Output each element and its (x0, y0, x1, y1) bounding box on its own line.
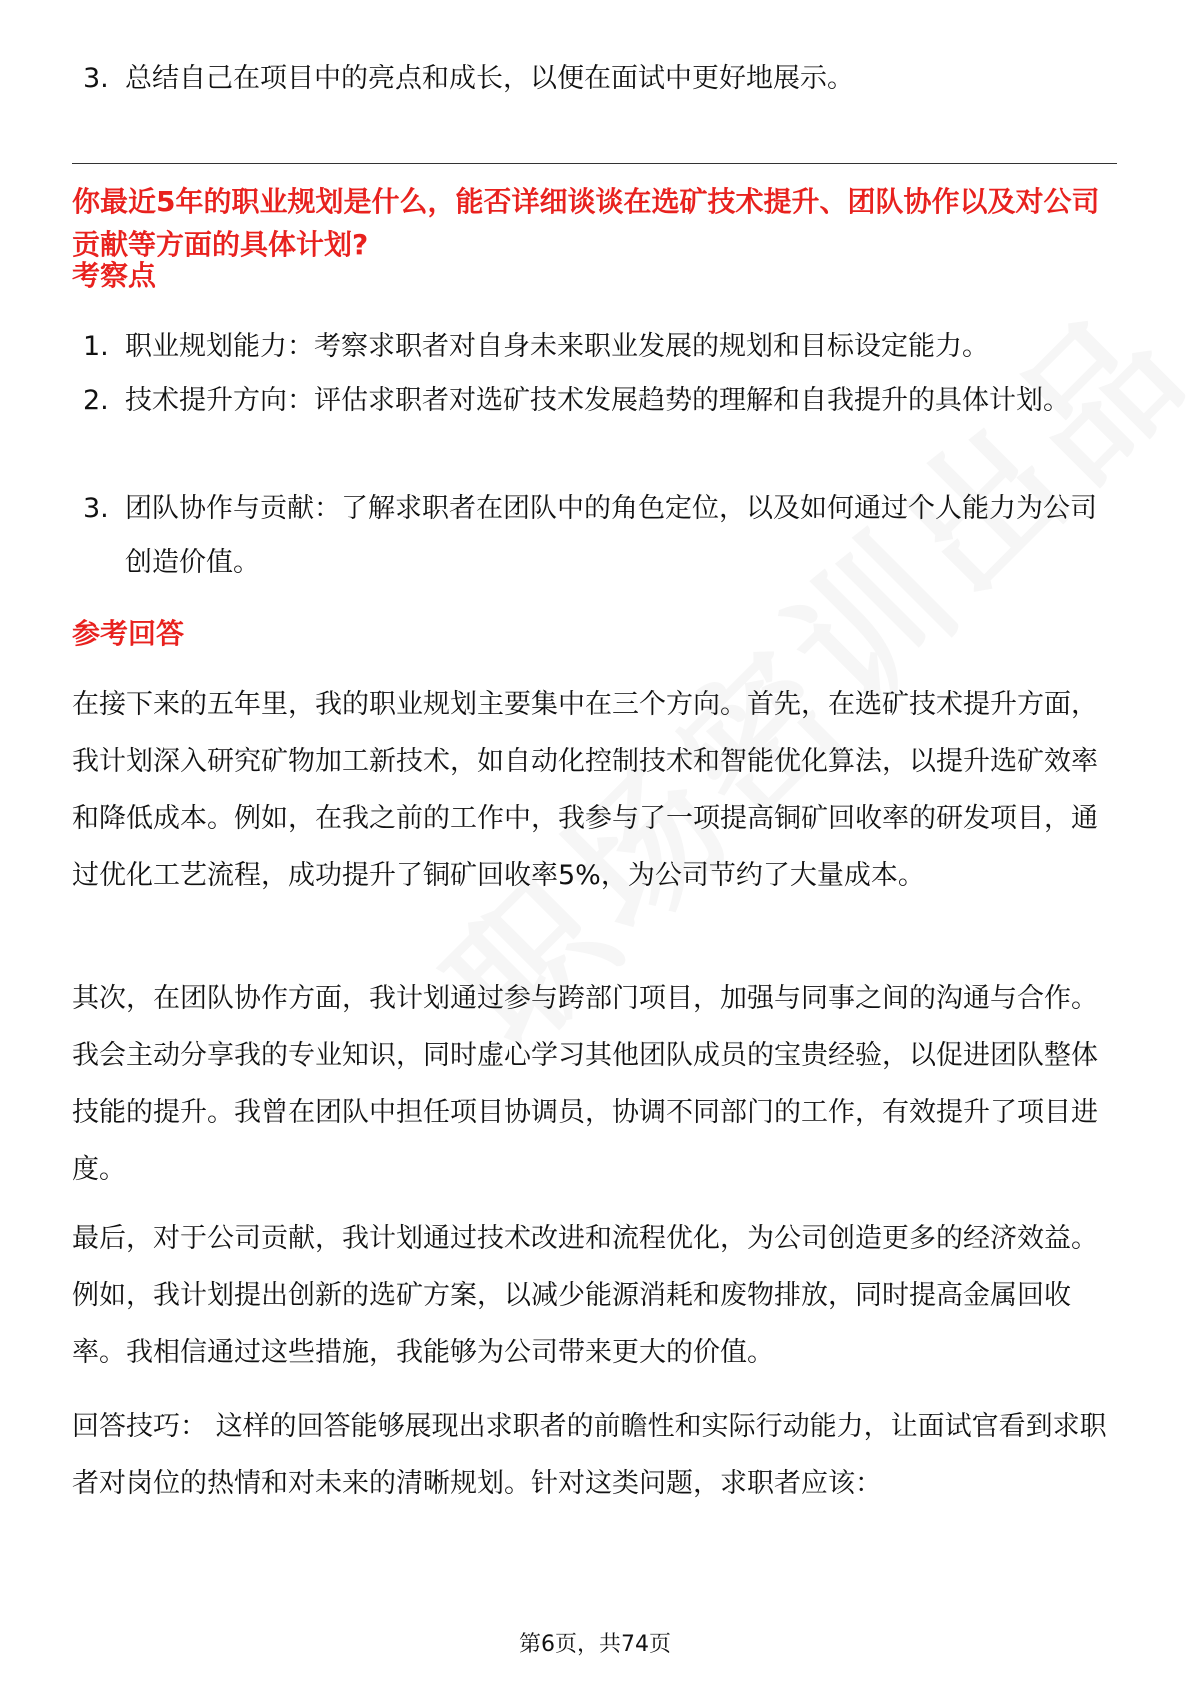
answer-paragraph: 最后，对于公司贡献，我计划通过技术改进和流程优化，为公司创造更多的经济效益。例如，我计划提出创新的选矿方案，以减少能源消耗和废物排放，同时提高金属回收率。我相信通过这些措施，我能够为公司带来更大的价值。 (72, 1223, 1098, 1368)
list-text: 职业规划能力：考察求职者对自身未来职业发展的规划和目标设定能力。 (125, 331, 989, 362)
question-title: 你最近5年的职业规划是什么，能否详细谈谈在选矿技术提升、团队协作以及对公司贡献等方面的具体计划? (72, 185, 1100, 261)
list-number: 2. (83, 385, 109, 416)
answer-tips: 回答技巧： 这样的回答能够展现出求职者的前瞻性和实际行动能力，让面试官看到求职者对岗位的热情和对未来的清晰规划。针对这类问题，求职者应该： (72, 1411, 1107, 1499)
answer-paragraph: 在接下来的五年里，我的职业规划主要集中在三个方向。首先，在选矿技术提升方面，我计划深入研究矿物加工新技术，如自动化控制技术和智能优化算法，以提升选矿效率和降低成本。例如，在我之前的工作中，我参与了一项提高铜矿回收率的研发项目，通过优化工艺流程，成功提升了铜矿回收率5%，为公司节约了大量成本。 (72, 689, 1098, 891)
list-text: 团队协作与贡献：了解求职者在团队中的角色定位，以及如何通过个人能力为公司创造价值。 (125, 493, 1097, 578)
list-item (83, 52, 1113, 106)
list-number: 3. (83, 493, 109, 524)
list-item (83, 320, 1113, 374)
list-text: 技术提升方向：评估求职者对选矿技术发展趋势的理解和自我提升的具体计划。 (125, 385, 1070, 416)
assessment-heading: 考察点 (72, 259, 157, 292)
list-item (83, 482, 1113, 590)
section-divider (72, 163, 1117, 164)
list-text: 总结自己在项目中的亮点和成长，以便在面试中更好地展示。 (125, 63, 854, 94)
answer-heading: 参考回答 (72, 617, 185, 650)
list-number: 3. (83, 63, 109, 94)
list-number: 1. (83, 331, 109, 362)
answer-paragraph: 其次，在团队协作方面，我计划通过参与跨部门项目，加强与同事之间的沟通与合作。我会主动分享我的专业知识，同时虚心学习其他团队成员的宝贵经验，以促进团队整体技能的提升。我曾在团队中担任项目协调员，协调不同部门的工作，有效提升了项目进度。 (72, 983, 1098, 1185)
list-item (83, 374, 1113, 428)
page-number: 第6页，共74页 (519, 1632, 671, 1657)
